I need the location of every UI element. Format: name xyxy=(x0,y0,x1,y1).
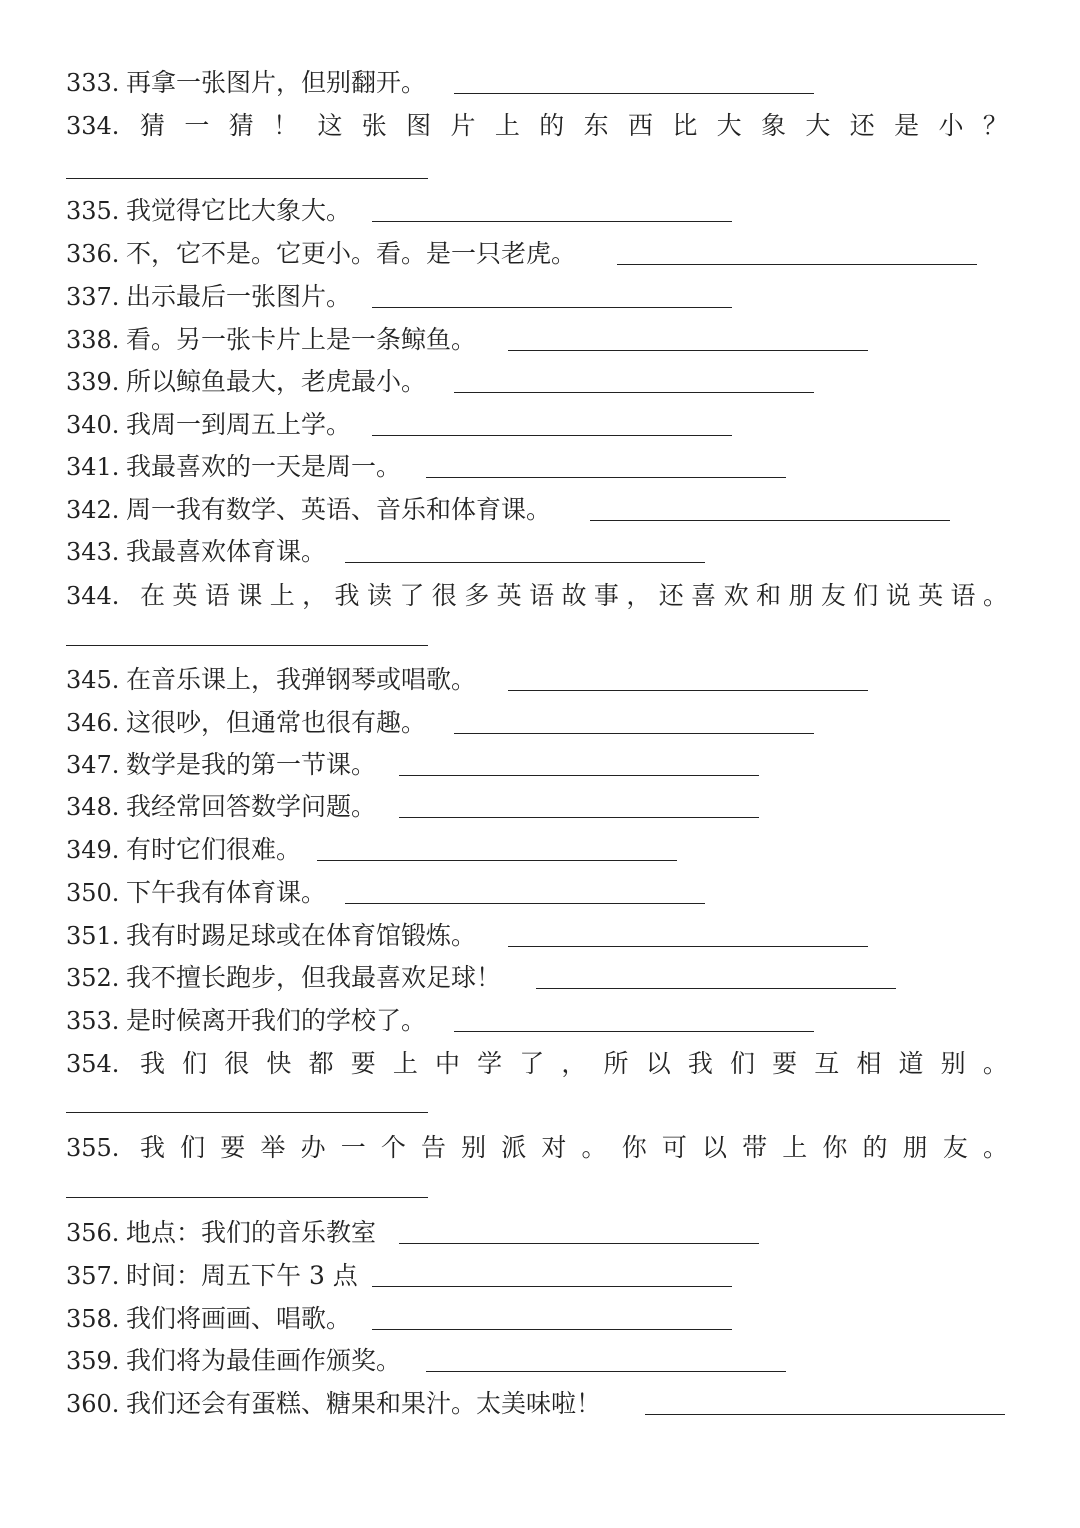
answer-blank[interactable] xyxy=(454,733,814,734)
item-number: 345. xyxy=(66,666,120,694)
item-text: 在音乐课上，我弹钢琴或唱歌。 xyxy=(126,665,477,694)
answer-blank[interactable] xyxy=(508,350,868,351)
item-text: 猜 一 猜 ！ 这 张 图 片 上 的 东 西 比 大 象 大 还 是 小 ？ xyxy=(140,111,1008,140)
item-text: 我觉得它比大象大。 xyxy=(126,196,352,225)
item-number: 360. xyxy=(66,1390,120,1418)
item-text: 地点：我们的音乐教室 xyxy=(126,1218,377,1247)
answer-blank[interactable] xyxy=(399,1243,759,1244)
answer-blank[interactable] xyxy=(66,645,428,646)
item-number: 359. xyxy=(66,1347,120,1375)
item-text: 我 们 很 快 都 要 上 中 学 了 ， 所 以 我 们 要 互 相 道 别 。 xyxy=(140,1049,1008,1078)
answer-blank[interactable] xyxy=(399,817,759,818)
item-number: 343. xyxy=(66,538,120,566)
answer-blank[interactable] xyxy=(645,1414,1005,1415)
item-text: 下午我有体育课。 xyxy=(126,878,327,907)
item-number: 341. xyxy=(66,453,120,481)
item-text: 我有时踢足球或在体育馆锻炼。 xyxy=(126,921,477,950)
answer-blank[interactable] xyxy=(372,307,732,308)
item-text: 看。另一张卡片上是一条鲸鱼。 xyxy=(126,325,477,354)
item-text: 周一我有数学、英语、音乐和体育课。 xyxy=(126,495,552,524)
answer-blank[interactable] xyxy=(426,1371,786,1372)
answer-blank[interactable] xyxy=(590,520,950,521)
item-number: 357. xyxy=(66,1262,120,1290)
answer-blank[interactable] xyxy=(372,221,732,222)
answer-blank[interactable] xyxy=(317,860,677,861)
item-text: 再拿一张图片，但别翻开。 xyxy=(126,68,427,97)
item-number: 338. xyxy=(66,326,120,354)
item-number: 339. xyxy=(66,368,120,396)
item-number: 356. xyxy=(66,1219,120,1247)
answer-blank[interactable] xyxy=(372,435,732,436)
item-text: 是时候离开我们的学校了。 xyxy=(126,1006,427,1035)
item-number: 352. xyxy=(66,964,120,992)
item-text: 所以鲸鱼最大，老虎最小。 xyxy=(126,367,427,396)
answer-blank[interactable] xyxy=(345,903,705,904)
answer-blank[interactable] xyxy=(426,477,786,478)
item-number: 336. xyxy=(66,240,120,268)
answer-blank[interactable] xyxy=(508,946,868,947)
item-text: 我们将画画、唱歌。 xyxy=(126,1304,352,1333)
answer-blank[interactable] xyxy=(536,988,896,989)
item-number: 353. xyxy=(66,1007,120,1035)
item-number: 347. xyxy=(66,751,120,779)
item-text: 在 英 语 课 上 ， 我 读 了 很 多 英 语 故 事 ， 还 喜 欢 和 朋 友 们 说 英 语 。 xyxy=(140,581,1008,610)
item-text: 不，它不是。它更小。看。是一只老虎。 xyxy=(126,239,577,268)
item-number: 351. xyxy=(66,922,120,950)
answer-blank[interactable] xyxy=(66,1197,428,1198)
answer-blank[interactable] xyxy=(66,178,428,179)
answer-blank[interactable] xyxy=(454,1031,814,1032)
item-text: 我最喜欢的一天是周一。 xyxy=(126,452,402,481)
item-number: 335. xyxy=(66,197,120,225)
item-number: 340. xyxy=(66,411,120,439)
item-number: 337. xyxy=(66,283,120,311)
item-text: 这很吵，但通常也很有趣。 xyxy=(126,708,427,737)
answer-blank[interactable] xyxy=(66,1112,428,1113)
item-number: 349. xyxy=(66,836,120,864)
item-number: 355. xyxy=(66,1134,120,1162)
answer-blank[interactable] xyxy=(372,1329,732,1330)
answer-blank[interactable] xyxy=(454,392,814,393)
item-number: 348. xyxy=(66,793,120,821)
item-text: 我经常回答数学问题。 xyxy=(126,792,377,821)
item-text: 时间：周五下午 3 点 xyxy=(126,1261,358,1290)
item-text: 我不擅长跑步，但我最喜欢足球！ xyxy=(126,963,502,992)
item-number: 350. xyxy=(66,879,120,907)
item-text: 我最喜欢体育课。 xyxy=(126,537,327,566)
answer-blank[interactable] xyxy=(372,1286,732,1287)
item-text: 我们将为最佳画作颁奖。 xyxy=(126,1346,402,1375)
answer-blank[interactable] xyxy=(454,93,814,94)
item-text: 我们还会有蛋糕、糖果和果汁。太美味啦！ xyxy=(126,1389,602,1418)
item-text: 数学是我的第一节课。 xyxy=(126,750,377,779)
answer-blank[interactable] xyxy=(617,264,977,265)
item-number: 354. xyxy=(66,1050,120,1078)
item-text: 我 们 要 举 办 一 个 告 别 派 对 。 你 可 以 带 上 你 的 朋 友 。 xyxy=(140,1133,1008,1162)
item-number: 346. xyxy=(66,709,120,737)
item-text: 出示最后一张图片。 xyxy=(126,282,352,311)
item-text: 我周一到周五上学。 xyxy=(126,410,352,439)
item-number: 342. xyxy=(66,496,120,524)
answer-blank[interactable] xyxy=(508,690,868,691)
answer-blank[interactable] xyxy=(345,562,705,563)
item-number: 334. xyxy=(66,112,120,140)
item-number: 358. xyxy=(66,1305,120,1333)
item-number: 333. xyxy=(66,69,120,97)
item-number: 344. xyxy=(66,582,120,610)
item-text: 有时它们很难。 xyxy=(126,835,302,864)
answer-blank[interactable] xyxy=(399,775,759,776)
